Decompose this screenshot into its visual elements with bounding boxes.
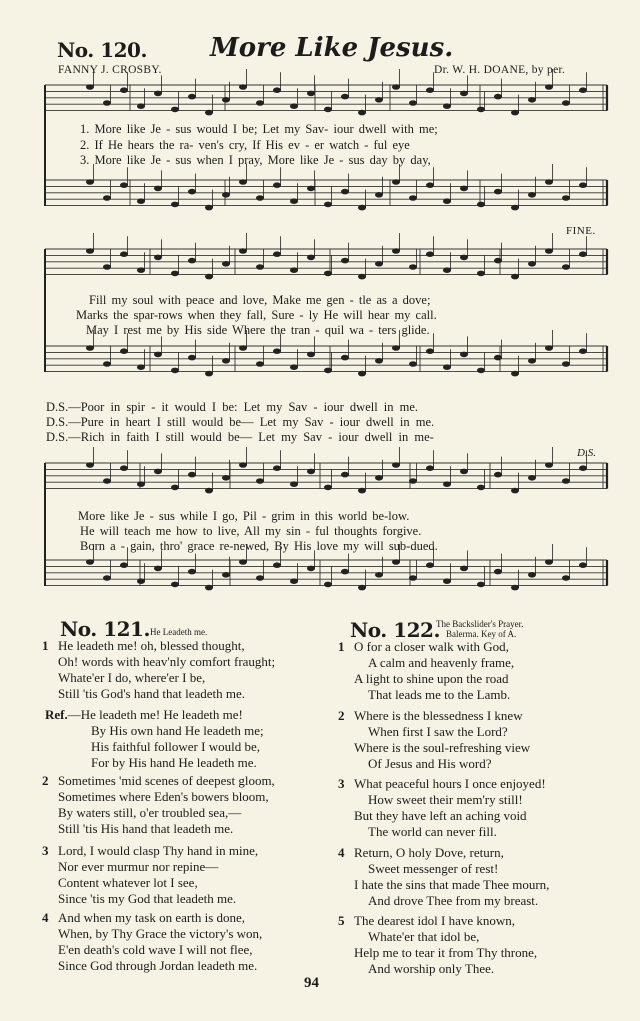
- verse-number: 1: [42, 638, 49, 653]
- verse-line: How sweet their mem'ry still!: [368, 792, 523, 808]
- note-head: [579, 251, 587, 257]
- note-head: [443, 103, 451, 109]
- refrain-label: Ref.: [45, 707, 68, 722]
- note-head: [460, 255, 468, 261]
- note-head: [324, 107, 332, 113]
- note-head: [426, 251, 434, 257]
- note-head: [120, 251, 128, 257]
- verse-line: Oh! words with heav'nly comfort fraught;: [58, 654, 276, 670]
- note-head: [426, 182, 434, 188]
- note-head: [256, 478, 264, 484]
- note-head: [307, 469, 315, 475]
- verse-line: Since 'tis my God that leadeth me.: [58, 891, 237, 907]
- song-120-words-credit: FANNY J. CROSBY.: [58, 64, 162, 76]
- note-head: [562, 195, 570, 201]
- verse-line: Nor ever murmur nor repine—: [58, 859, 219, 875]
- note-head: [545, 84, 553, 90]
- note-head: [307, 352, 315, 358]
- verse-line: O for a closer walk with God,: [354, 639, 509, 654]
- note-head: [86, 179, 94, 185]
- note-head: [562, 264, 570, 270]
- note-head: [222, 192, 230, 198]
- note-head: [222, 572, 230, 578]
- note-head: [358, 585, 366, 591]
- note-head: [290, 481, 298, 487]
- note-head: [103, 575, 111, 581]
- note-head: [256, 575, 264, 581]
- note-head: [86, 84, 94, 90]
- note-head: [171, 107, 179, 113]
- verse-line: By His own hand He leadeth me;: [91, 723, 264, 739]
- verse-line: His faithful follower I would be,: [91, 739, 260, 755]
- note-head: [256, 100, 264, 106]
- note-head: [409, 100, 417, 106]
- verse-line: I hate the sins that made Thee mourn,: [354, 877, 550, 893]
- note-head: [86, 462, 94, 468]
- note-head: [103, 361, 111, 367]
- page-number: 94: [304, 975, 319, 991]
- verse-number: 2: [338, 708, 345, 723]
- note-head: [477, 368, 485, 374]
- note-head: [409, 264, 417, 270]
- note-head: [545, 179, 553, 185]
- verse-line: Lord, I would clasp Thy hand in mine,: [58, 843, 259, 858]
- lyric-line: Fill my soul with peace and love, Make me gen - tle as a dove;: [89, 293, 431, 307]
- verse-line: The world can never fill.: [368, 824, 497, 840]
- note-head: [290, 578, 298, 584]
- verse-number: 2: [42, 773, 49, 788]
- song-122-verse-5: [338, 913, 538, 977]
- note-head: [137, 578, 145, 584]
- note-head: [205, 371, 213, 377]
- ds-lyric-line: D.S.—Rich in faith I still would be— Let my Sav - iour dwell in me-: [46, 430, 434, 444]
- note-head: [154, 566, 162, 572]
- song-122-number: No. 122.: [350, 618, 440, 642]
- verse-line: He leadeth me! oh, blessed thought,: [58, 638, 245, 653]
- note-head: [460, 469, 468, 475]
- note-head: [358, 371, 366, 377]
- note-head: [341, 472, 349, 478]
- lyric-line: 3. More like Je - sus when I pray, More like Je - sus day by day,: [80, 153, 431, 167]
- note-head: [188, 355, 196, 361]
- ds-lyric-line: D.S.—Poor in spir - it would I be: Let my Sav - iour dwell in me.: [46, 400, 419, 414]
- note-head: [494, 569, 502, 575]
- lyric-line: Born a - gain, thro' grace re-newed, By His love my will sub-dued.: [80, 539, 438, 553]
- note-head: [511, 274, 519, 280]
- fine-mark: FINE.: [566, 225, 596, 237]
- song-122-subtitle: The Backslider's Prayer.: [436, 619, 524, 629]
- verse-line: Sometimes where Eden's bowers bloom,: [58, 789, 269, 805]
- note-head: [256, 264, 264, 270]
- note-head: [460, 186, 468, 192]
- note-head: [409, 195, 417, 201]
- note-head: [579, 348, 587, 354]
- verse-line: Where is the blessedness I knew: [354, 708, 523, 723]
- note-head: [120, 465, 128, 471]
- verse-line: And worship only Thee.: [368, 961, 495, 977]
- note-head: [562, 361, 570, 367]
- verse-line: E'en death's cold wave I will not flee,: [58, 942, 253, 958]
- note-head: [426, 348, 434, 354]
- note-head: [528, 192, 536, 198]
- verse-line: Where is the soul-refreshing view: [354, 740, 531, 756]
- song-122-verse-3: [338, 776, 546, 840]
- note-head: [307, 566, 315, 572]
- note-head: [409, 478, 417, 484]
- note-head: [511, 585, 519, 591]
- note-head: [426, 87, 434, 93]
- note-head: [154, 352, 162, 358]
- note-head: [392, 462, 400, 468]
- note-head: [239, 345, 247, 351]
- note-head: [426, 562, 434, 568]
- note-head: [171, 485, 179, 491]
- note-head: [120, 182, 128, 188]
- lyric-line: 1. More like Je - sus would I be; Let my Sav- iour dwell with me;: [80, 122, 438, 136]
- note-head: [239, 559, 247, 565]
- note-head: [137, 198, 145, 204]
- note-head: [494, 189, 502, 195]
- note-head: [222, 97, 230, 103]
- verse-number: 3: [42, 843, 49, 858]
- note-head: [443, 364, 451, 370]
- note-head: [324, 202, 332, 208]
- verse-number: 3: [338, 776, 345, 791]
- song-121-verse-3: [42, 843, 259, 907]
- note-head: [171, 368, 179, 374]
- note-head: [358, 110, 366, 116]
- note-head: [341, 94, 349, 100]
- note-head: [375, 358, 383, 364]
- verse-line: Sweet messenger of rest!: [368, 861, 499, 877]
- note-head: [222, 261, 230, 267]
- note-head: [120, 348, 128, 354]
- note-head: [86, 345, 94, 351]
- verse-number: 1: [338, 639, 345, 654]
- verse-line: Sometimes 'mid scenes of deepest gloom,: [58, 773, 275, 788]
- note-head: [562, 575, 570, 581]
- note-head: [273, 251, 281, 257]
- note-head: [171, 582, 179, 588]
- note-head: [477, 202, 485, 208]
- note-head: [205, 274, 213, 280]
- note-head: [273, 348, 281, 354]
- note-head: [443, 198, 451, 204]
- note-head: [511, 488, 519, 494]
- verse-number: 4: [338, 845, 345, 860]
- note-head: [290, 103, 298, 109]
- note-head: [324, 485, 332, 491]
- note-head: [392, 84, 400, 90]
- note-head: [358, 205, 366, 211]
- note-head: [392, 345, 400, 351]
- note-head: [222, 358, 230, 364]
- note-head: [103, 264, 111, 270]
- note-head: [511, 110, 519, 116]
- verse-line: Whate'er that idol be,: [368, 929, 480, 945]
- song-121-verse-1: [42, 638, 276, 702]
- note-head: [205, 585, 213, 591]
- verse-line: Whate'er I do, where'er I be,: [58, 670, 206, 686]
- song-121-number: No. 121.: [60, 617, 150, 641]
- note-head: [103, 195, 111, 201]
- verse-line: Of Jesus and His word?: [368, 756, 492, 772]
- note-head: [375, 475, 383, 481]
- note-head: [188, 189, 196, 195]
- song-121-verse-2: [42, 773, 275, 837]
- note-head: [239, 462, 247, 468]
- note-head: [545, 559, 553, 565]
- note-head: [392, 559, 400, 565]
- note-head: [511, 205, 519, 211]
- note-head: [562, 100, 570, 106]
- note-head: [103, 100, 111, 106]
- note-head: [477, 107, 485, 113]
- note-head: [188, 569, 196, 575]
- lyric-line: More like Je - sus while I go, Pil - grim in this world be-low.: [78, 509, 410, 523]
- note-head: [239, 84, 247, 90]
- verse-line: But they have left an aching void: [354, 808, 527, 824]
- note-head: [290, 198, 298, 204]
- note-head: [341, 258, 349, 264]
- lyric-line: 2. If He hears the ra- ven's cry, If His ev - er watch - ful eye: [80, 138, 410, 152]
- note-head: [103, 478, 111, 484]
- note-head: [239, 179, 247, 185]
- note-head: [154, 91, 162, 97]
- note-head: [460, 352, 468, 358]
- note-head: [528, 572, 536, 578]
- verse-line: Content whatever lot I see,: [58, 875, 198, 891]
- song-120-number: No. 120.: [57, 38, 147, 62]
- note-head: [375, 572, 383, 578]
- note-head: [477, 485, 485, 491]
- note-head: [188, 258, 196, 264]
- note-head: [239, 248, 247, 254]
- lyric-line: He will teach me how to live, All my sin - ful thoughts forgive.: [80, 524, 422, 538]
- note-head: [409, 575, 417, 581]
- note-head: [290, 267, 298, 273]
- note-head: [528, 261, 536, 267]
- note-head: [579, 87, 587, 93]
- note-head: [579, 465, 587, 471]
- note-head: [375, 192, 383, 198]
- note-head: [443, 267, 451, 273]
- note-head: [528, 475, 536, 481]
- song-122-tune: Balerma. Key of A.: [446, 629, 517, 639]
- note-head: [86, 559, 94, 565]
- note-head: [307, 255, 315, 261]
- song-121-subtitle: He Leadeth me.: [150, 627, 208, 637]
- note-head: [494, 355, 502, 361]
- verse-number: 5: [338, 913, 345, 928]
- note-head: [477, 271, 485, 277]
- song-120-music-credit: Dr. W. H. DOANE, by per.: [434, 64, 566, 76]
- lyric-line: Marks the spar-rows when they fall, Sure - ly He will hear my call.: [76, 308, 437, 322]
- note-head: [256, 361, 264, 367]
- verse-line: A calm and heavenly frame,: [368, 655, 515, 671]
- song-121-refrain: [45, 707, 264, 771]
- note-head: [443, 578, 451, 584]
- lyric-line: May I rest me by His side Where the tran - quil wa - ters glide.: [86, 323, 430, 337]
- note-head: [528, 97, 536, 103]
- song-121-verse-4: [42, 910, 263, 974]
- note-head: [273, 465, 281, 471]
- verse-line: For by His hand He leadeth me.: [91, 755, 257, 771]
- verse-line: Still 'tis God's hand that leadeth me.: [58, 686, 246, 702]
- note-head: [324, 271, 332, 277]
- note-head: [137, 267, 145, 273]
- note-head: [120, 562, 128, 568]
- note-head: [307, 91, 315, 97]
- note-head: [273, 562, 281, 568]
- note-head: [205, 205, 213, 211]
- note-head: [290, 364, 298, 370]
- note-head: [188, 472, 196, 478]
- note-head: [579, 562, 587, 568]
- note-head: [188, 94, 196, 100]
- verse-line: And when my task on earth is done,: [58, 910, 246, 925]
- note-head: [171, 271, 179, 277]
- note-head: [324, 582, 332, 588]
- note-head: [460, 566, 468, 572]
- note-head: [545, 345, 553, 351]
- verse-line: And drove Thee from my breast.: [368, 893, 539, 909]
- note-head: [273, 182, 281, 188]
- note-head: [341, 569, 349, 575]
- note-head: [358, 488, 366, 494]
- note-head: [205, 488, 213, 494]
- note-head: [477, 582, 485, 588]
- ds-lyric-line: D.S.—Pure in heart I still would be— Let my Sav - iour dwell in me.: [46, 415, 435, 429]
- song-122-verse-4: [338, 845, 550, 909]
- note-head: [358, 274, 366, 280]
- note-head: [528, 358, 536, 364]
- note-head: [205, 110, 213, 116]
- note-head: [409, 361, 417, 367]
- verse-line: —He leadeth me! He leadeth me!: [67, 707, 243, 722]
- verse-line: What peaceful hours I once enjoyed!: [354, 776, 546, 791]
- note-head: [545, 462, 553, 468]
- note-head: [324, 368, 332, 374]
- note-head: [86, 248, 94, 254]
- verse-line: Help me to tear it from Thy throne,: [354, 945, 538, 961]
- verse-line: When, by Thy Grace the victory's won,: [58, 926, 263, 942]
- verse-number: 4: [42, 910, 49, 925]
- note-head: [307, 186, 315, 192]
- ds-mark: D.S.: [577, 447, 596, 459]
- verse-line: A light to shine upon the road: [354, 671, 509, 687]
- note-head: [256, 195, 264, 201]
- note-head: [375, 97, 383, 103]
- verse-line: Since God through Jordan leadeth me.: [58, 958, 258, 974]
- note-head: [154, 255, 162, 261]
- note-head: [341, 355, 349, 361]
- note-head: [137, 364, 145, 370]
- song-122-verse-1: [338, 639, 515, 703]
- song-122-verse-2: [338, 708, 531, 772]
- note-head: [562, 478, 570, 484]
- verse-line: When first I saw the Lord?: [368, 724, 508, 740]
- note-head: [137, 481, 145, 487]
- verse-line: The dearest idol I have known,: [354, 913, 516, 928]
- note-head: [494, 94, 502, 100]
- note-head: [545, 248, 553, 254]
- note-head: [222, 475, 230, 481]
- verse-line: That leads me to the Lamb.: [368, 687, 511, 703]
- song-120-title: More Like Jesus.: [210, 33, 454, 63]
- note-head: [392, 179, 400, 185]
- note-head: [511, 371, 519, 377]
- note-head: [154, 186, 162, 192]
- note-head: [579, 182, 587, 188]
- note-head: [426, 465, 434, 471]
- note-head: [273, 87, 281, 93]
- note-head: [375, 261, 383, 267]
- note-head: [341, 189, 349, 195]
- note-head: [494, 472, 502, 478]
- note-head: [443, 481, 451, 487]
- note-head: [154, 469, 162, 475]
- verse-line: Return, O holy Dove, return,: [354, 845, 504, 860]
- note-head: [494, 258, 502, 264]
- note-head: [392, 248, 400, 254]
- verse-line: Still 'tis His hand that leadeth me.: [58, 821, 234, 837]
- verse-line: By waters still, o'er troubled sea,—: [58, 805, 242, 821]
- note-head: [120, 87, 128, 93]
- note-head: [137, 103, 145, 109]
- note-head: [460, 91, 468, 97]
- note-head: [171, 202, 179, 208]
